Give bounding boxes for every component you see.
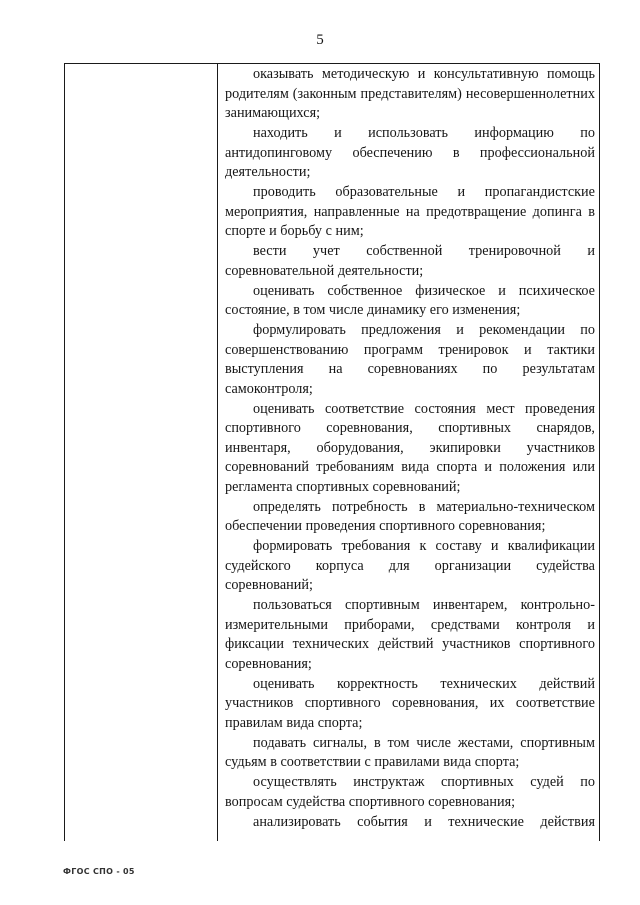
skill-paragraph: подавать сигналы, в том числе жестами, спортивным судьям в соответствии с правилами вида спорта;	[225, 734, 595, 770]
footer-code: ФГОС СПО - 05	[63, 867, 135, 876]
skill-paragraph: находить и использовать информацию по антидопинговому обеспечению в профессиональной деятельности;	[225, 125, 595, 180]
skill-paragraph: оценивать корректность технических действий участников спортивного соревнования, их соответствие правилам вида спорта;	[225, 675, 595, 731]
column-divider	[217, 64, 218, 841]
skills-cell	[225, 65, 595, 833]
page-number: 5	[316, 32, 324, 48]
skill-paragraph: оценивать соответствие состояния мест проведения спортивного соревнования, спортивных снарядов, инвентаря, оборудования, экипировки участников соревнований требованиям вида спорта и положения или регламента спортивных соревнований;	[225, 400, 595, 495]
skill-paragraph: пользоваться спортивным инвентарем, контрольно-измерительными приборами, средствами контроля и фиксации технических действий участников спортивного соревнования;	[225, 597, 595, 672]
skill-paragraph: проводить образовательные и пропагандистские мероприятия, направленные на предотвращение допинга в спорте и борьбу с ним;	[225, 184, 595, 239]
skill-paragraph: формировать требования к составу и квалификации судейского корпуса для организации судейства соревнований;	[225, 538, 595, 593]
skill-paragraph: формулировать предложения и рекомендации по совершенствованию программ тренировок и тактики выступления на соревнованиях по результатам самоконтроля;	[225, 322, 595, 397]
skill-paragraph: оценивать собственное физическое и психическое состояние, в том числе динамику его изменения;	[225, 282, 595, 318]
requirements-table	[64, 63, 600, 841]
skill-paragraph: осуществлять инструктаж спортивных судей по вопросам судейства спортивного соревнования;	[225, 774, 595, 810]
skill-paragraph: определять потребность в материально-техническом обеспечении проведения спортивного соревнования;	[225, 498, 595, 534]
skill-paragraph: оказывать методическую и консультативную помощь родителям (законным представителям) несовершеннолетних занимающихся;	[225, 66, 595, 121]
skill-paragraph: вести учет собственной тренировочной и соревновательной деятельности;	[225, 243, 595, 279]
skill-paragraph: анализировать события и технические действия	[253, 813, 595, 830]
